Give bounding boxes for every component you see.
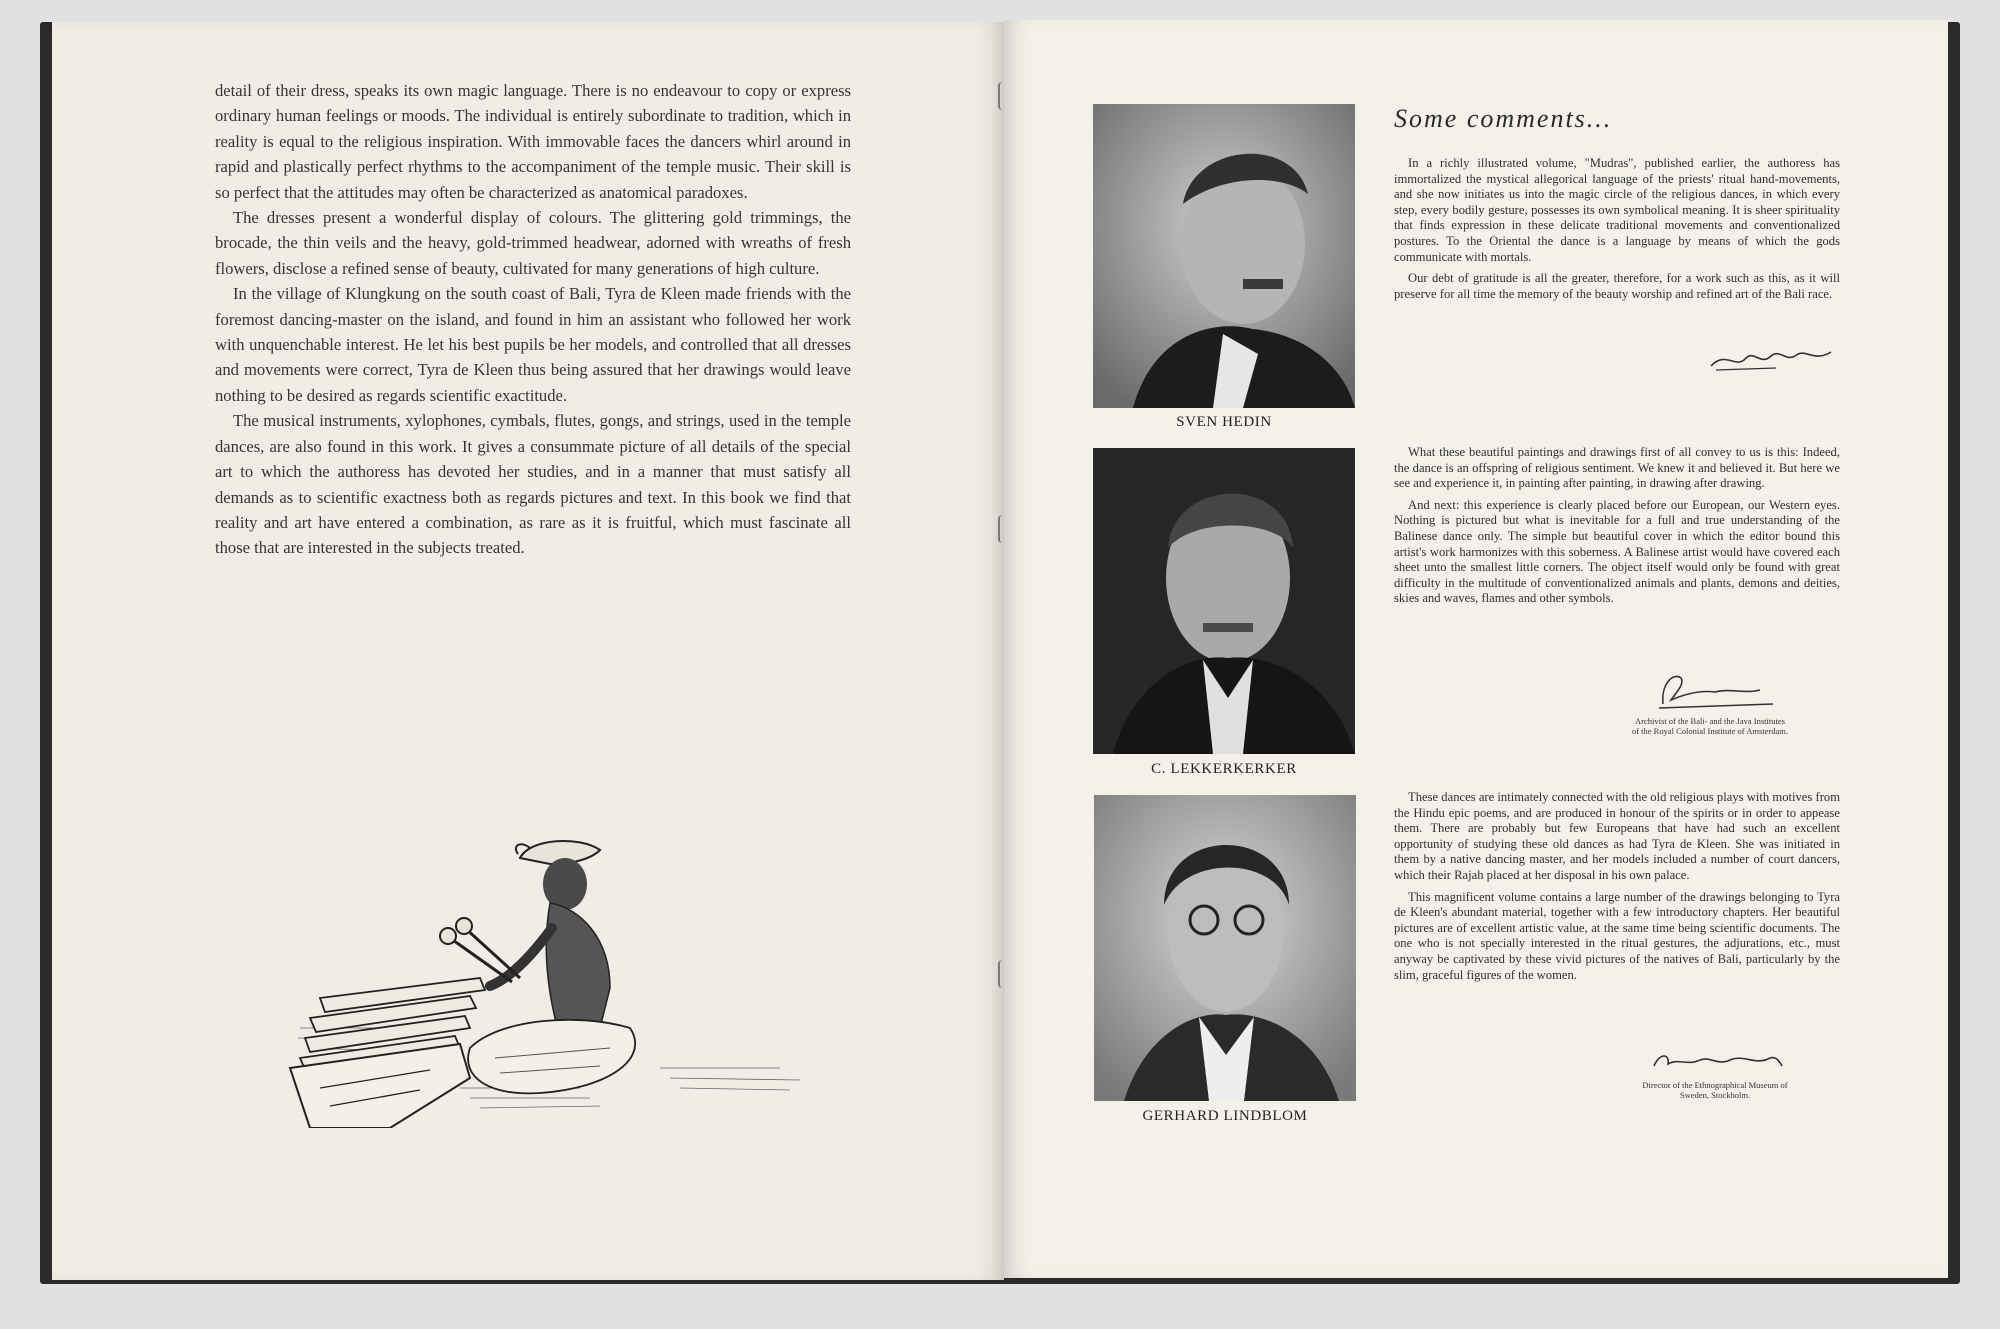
comment-paragraph: This magnificent volume contains a large number of the drawings belonging to Tyra de Kleen's abundant material, together with a few introductory chapters. Her beautiful pictures are of excellent artistic value, at the same time being scientific documents. The one who is not specially interested in the ritual gestures, the adjurations, etc., must anyway be captivated by these vivid pictures of the natives of Bali, particularly by the slim, graceful figures of the women. [1394, 889, 1840, 982]
portrait-caption: GERHARD LINDBLOM [1142, 1108, 1308, 1124]
paragraph: In the village of Klungkung on the south coast of Bali, Tyra de Kleen made friends with the foremost dancing-master on the island, and found in him an assistant who followed her work with unquenchable interest. He let his best pupils be her models, and controlled that all dresses and movements were correct, Tyra de Kleen thus being assured that her drawings would leave nothing to be desired as regards scientific exactitude. [215, 284, 851, 405]
comment-paragraph: In a richly illustrated volume, "Mudras", published earlier, the authoress has immortalized the mystical allegorical language of the priests' ritual hand-movements, and she now initiates us into the magic circle of the religious dances, in which every step, every bodily gesture, possesses its own symbolical meaning. It is sheer spirituality that finds expression in these delicate traditional movements and conventionalized postures. To the Oriental the dance is a language by means of which the gods communicate with mortals. [1394, 156, 1840, 264]
comment-block-lekkerkerker [1394, 445, 1840, 613]
paragraph: The dresses present a wonderful display of colours. The glittering gold trimmings, the brocade, the thin veils and the heavy, gold-trimmed headwear, adorned with wreaths of fresh flowers, disclose a refined sense of beauty, cultivated for many generations of high culture. [215, 208, 851, 278]
left-page-text [215, 78, 851, 561]
affiliation-note [1580, 716, 1840, 736]
portrait-photo-gerhard-lindblom [1094, 795, 1356, 1101]
comment-paragraph: What these beautiful paintings and drawings first of all convey to us is this: Indeed, the dance is an offspring of religious sentiment. We knew it and believed it. But here we see and experience it, in painting after painting, in drawing after drawing. [1394, 445, 1840, 491]
signature-lindblom [1648, 1046, 1788, 1076]
portrait-caption: C. LEKKERKERKER [1151, 761, 1297, 777]
note-line: Sweden, Stockholm. [1679, 1090, 1751, 1100]
binding-staple [998, 515, 1010, 543]
binding-staple [998, 960, 1010, 988]
paragraph: The musical instruments, xylophones, cymbals, flutes, gongs, and strings, used in the temple dances, are also found in this work. It gives a consummate picture of all details of the special art to which the authoress has devoted her studies, and in a manner that must satisfy all demands as to scientific exactness both as regards pictures and text. In this book we find that reality and art have entered a combination, as rare as it is fruitful, which must fascinate all those that are interested in the subjects treated. [215, 411, 851, 558]
page-heading: Some comments... [1394, 104, 1613, 133]
xylophone-player-illustration [280, 728, 840, 1128]
portrait-caption: SVEN HEDIN [1176, 414, 1272, 430]
note-line: Archivist of the Bali- and the Java Institutes [1635, 716, 1785, 726]
comment-paragraph: Our debt of gratitude is all the greater, therefore, for a work such as this, as it will preserve for all time the memory of the beauty worship and refined art of the Bali race. [1394, 271, 1840, 301]
affiliation-note [1585, 1080, 1845, 1100]
paragraph: detail of their dress, speaks its own magic language. There is no endeavour to copy or express ordinary human feelings or moods. The individual is entirely subordinate to tradition, which in reality is equal to the religious inspiration. With immovable faces the dancers whirl around in rapid and plastically perfect rhythms to the accompaniment of the temple music. Their skill is so perfect that the attitudes may often be characterized as anatomical paradoxes. [215, 81, 851, 202]
note-line: of the Royal Colonial Institute of Amsterdam. [1631, 726, 1789, 736]
signature-hedin [1706, 340, 1836, 374]
comment-paragraph: And next: this experience is clearly placed before our European, our Western eyes. Nothing is pictured but what is inevitable for a full and true understanding of the Balinese dance only. The simple but beautiful cover in which the editor bound this artist's work harmonizes with this soberness. A Balinese artist would have covered each sheet unto the smallest little corners. The object itself would only be found with great difficulty in the multitude of conventionalized animals and plants, demons and deities, skies and waves, flames and other symbols. [1394, 497, 1840, 606]
note-line: Director of the Ethnographical Museum of [1642, 1080, 1788, 1090]
signature-lekkerkerker [1655, 664, 1785, 712]
comment-paragraph: These dances are intimately connected with the old religious plays with motives from the Hindu epic poems, and are produced in honour of the spirits or in order to appease them. There are probably but few Europeans that have had such an excellent opportunity of studying these old dances as had Tyra de Kleen. She was initiated in them by a native dancing master, and her models included a number of court dancers, which their Rajah placed at her disposal in his own palace. [1394, 790, 1840, 882]
binding-staple [998, 82, 1010, 110]
comment-block-lindblom [1394, 790, 1840, 989]
comment-block-hedin [1394, 156, 1840, 308]
portrait-photo-lekkerkerker [1093, 448, 1355, 754]
portrait-photo-sven-hedin [1093, 104, 1355, 408]
